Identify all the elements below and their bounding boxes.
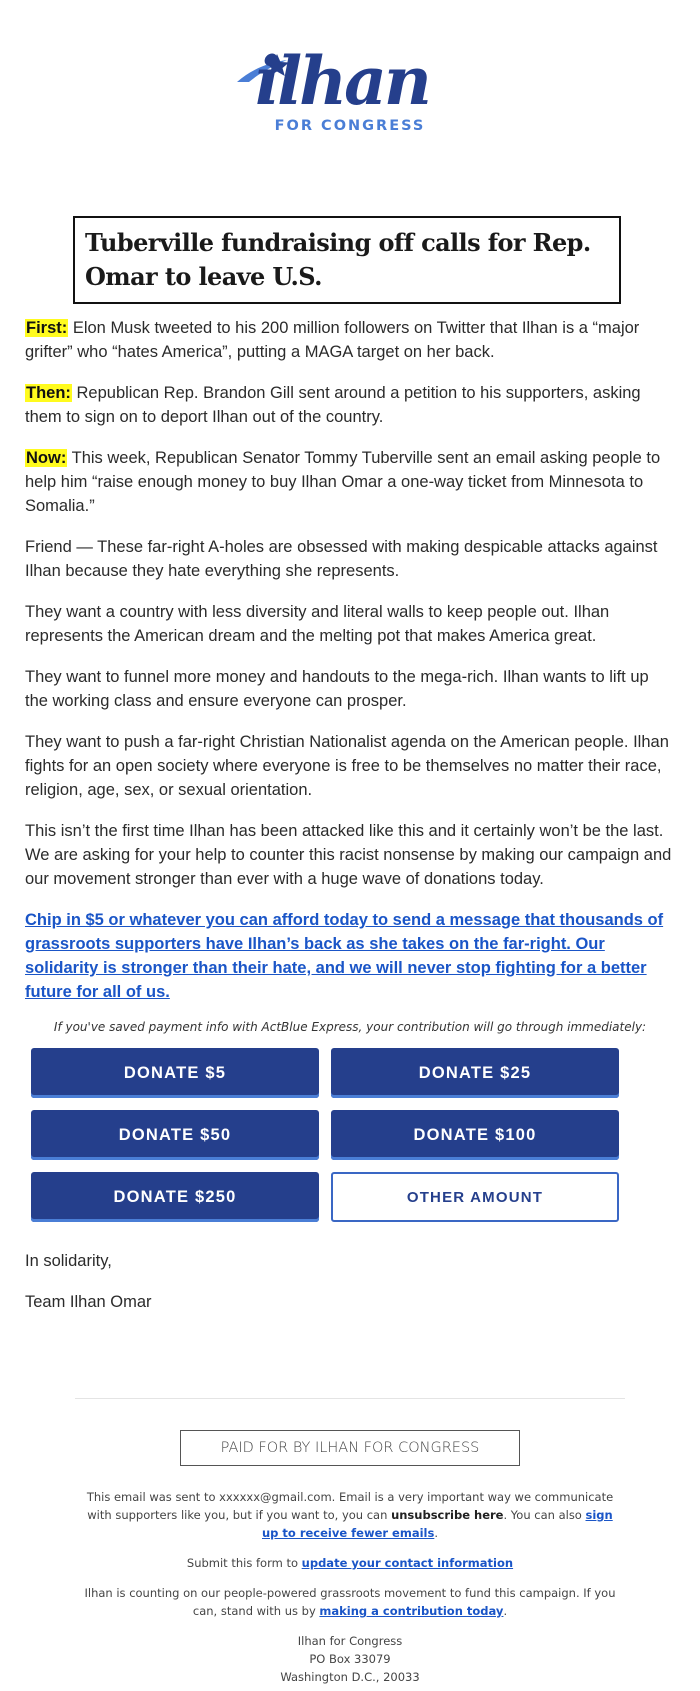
body-paragraph: They want a country with less diversity and literal walls to keep people out. Ilhan represents the American dream and the melting pot that makes America great. [25,603,610,645]
footer-text: This email was sent to [86,1490,220,1504]
contribution-link[interactable]: making a contribution today [319,1604,504,1618]
donate-250-button[interactable]: DONATE $250 [31,1172,319,1222]
recipient-email: xxxxxx@gmail.com [219,1490,332,1504]
footer-text: . You can also [503,1508,586,1522]
body-paragraph: This isn’t the first time Ilhan has been attacked like this and it certainly won’t be the last. We are asking for your help to counter this racist nonsense by making our campaign and our movement stronger than ever with a huge wave of donations today. [25,822,672,888]
chip-in-link[interactable]: Chip in $5 or whatever you can afford today to send a message that thousands of grassroots supporters have Ilhan’s back as she takes on the far-right. Our solidarity is stronger than their hate, and we will never stop fighting for a better future for all of us. [25,911,664,1001]
paragraph-text: Republican Rep. Brandon Gill sent around a petition to his supporters, asking them to sign on to deport Ilhan out of the country. [25,384,641,426]
footer-divider [75,1398,625,1399]
footer-text: . [503,1604,508,1618]
footer-counting [80,1584,620,1620]
footer-text: . Email is a very important way we communicate with supporters like you, but if you want to, you can [87,1490,614,1522]
logo-tagline: FOR CONGRESS [274,118,426,134]
logo-graphic [235,42,465,152]
donate-button-grid [31,1048,700,1222]
address-line: PO Box 33079 [309,1652,391,1666]
donate-5-button[interactable]: DONATE $5 [31,1048,319,1098]
address-line: Washington D.C., 20033 [280,1670,420,1684]
other-amount-button[interactable]: OTHER AMOUNT [331,1172,619,1222]
body-paragraph: Friend — These far-right A-holes are obsessed with making despicable attacks against Ilhan because they hate everything she represents. [25,538,658,580]
paragraph-now [25,446,675,518]
ilhan-for-congress-logo[interactable] [235,0,465,152]
paragraph-text: This week, Republican Senator Tommy Tuberville sent an email asking people to help him “raise enough money to buy Ilhan Omar a one-way ticket from Minnesota to Somalia.” [25,449,661,515]
unsubscribe-link[interactable]: unsubscribe here [391,1508,504,1522]
signature: Team Ilhan Omar [25,1293,152,1311]
footer-update [80,1554,620,1572]
mailing-address [80,1632,620,1686]
paragraph-then [25,381,675,429]
actblue-note: If you've saved payment info with ActBlue Express, your contribution will go through immediately: [53,1020,647,1034]
paragraph-first [25,316,675,364]
signoff-line: In solidarity, [25,1252,112,1270]
paid-for-disclaimer: PAID FOR BY ILHAN FOR CONGRESS [180,1430,520,1466]
address-line: Ilhan for Congress [297,1634,403,1648]
paragraph-text: Elon Musk tweeted to his 200 million followers on Twitter that Ilhan is a “major grifter” who “hates America”, putting a MAGA target on her back. [25,319,640,361]
email-body [0,316,700,1034]
body-paragraph: They want to funnel more money and handouts to the mega-rich. Ilhan wants to lift up the working class and ensure everyone can prosper. [25,668,649,710]
footer-sent-to [80,1488,620,1542]
signoff [0,1249,700,1314]
footer-text: Ilhan is counting on our people-powered grassroots movement to fund this campaign. If you can, stand with us by [84,1586,616,1618]
headline: Tuberville fundraising off calls for Rep. Omar to leave U.S. [85,228,591,291]
update-contact-link[interactable]: update your contact information [301,1556,514,1570]
footer-text: Submit this form to [186,1556,302,1570]
highlight-label: First: [26,319,68,337]
headline-box [73,216,621,304]
fewer-emails-link[interactable]: sign up to receive fewer emails [262,1508,613,1540]
footer [80,1488,620,1686]
donate-25-button[interactable]: DONATE $25 [331,1048,619,1098]
donate-50-button[interactable]: DONATE $50 [31,1110,319,1160]
highlight-label: Now: [26,449,67,467]
footer-text: . [434,1526,438,1540]
body-paragraph: They want to push a far-right Christian Nationalist agenda on the American people. Ilhan fights for an open society where everyone is free to be themselves no matter their race, religion, age, sex, or sexual orientation. [25,733,669,799]
highlight-label: Then: [26,384,71,402]
donate-100-button[interactable]: DONATE $100 [331,1110,619,1160]
logo-wordmark: ilhan [255,42,429,120]
